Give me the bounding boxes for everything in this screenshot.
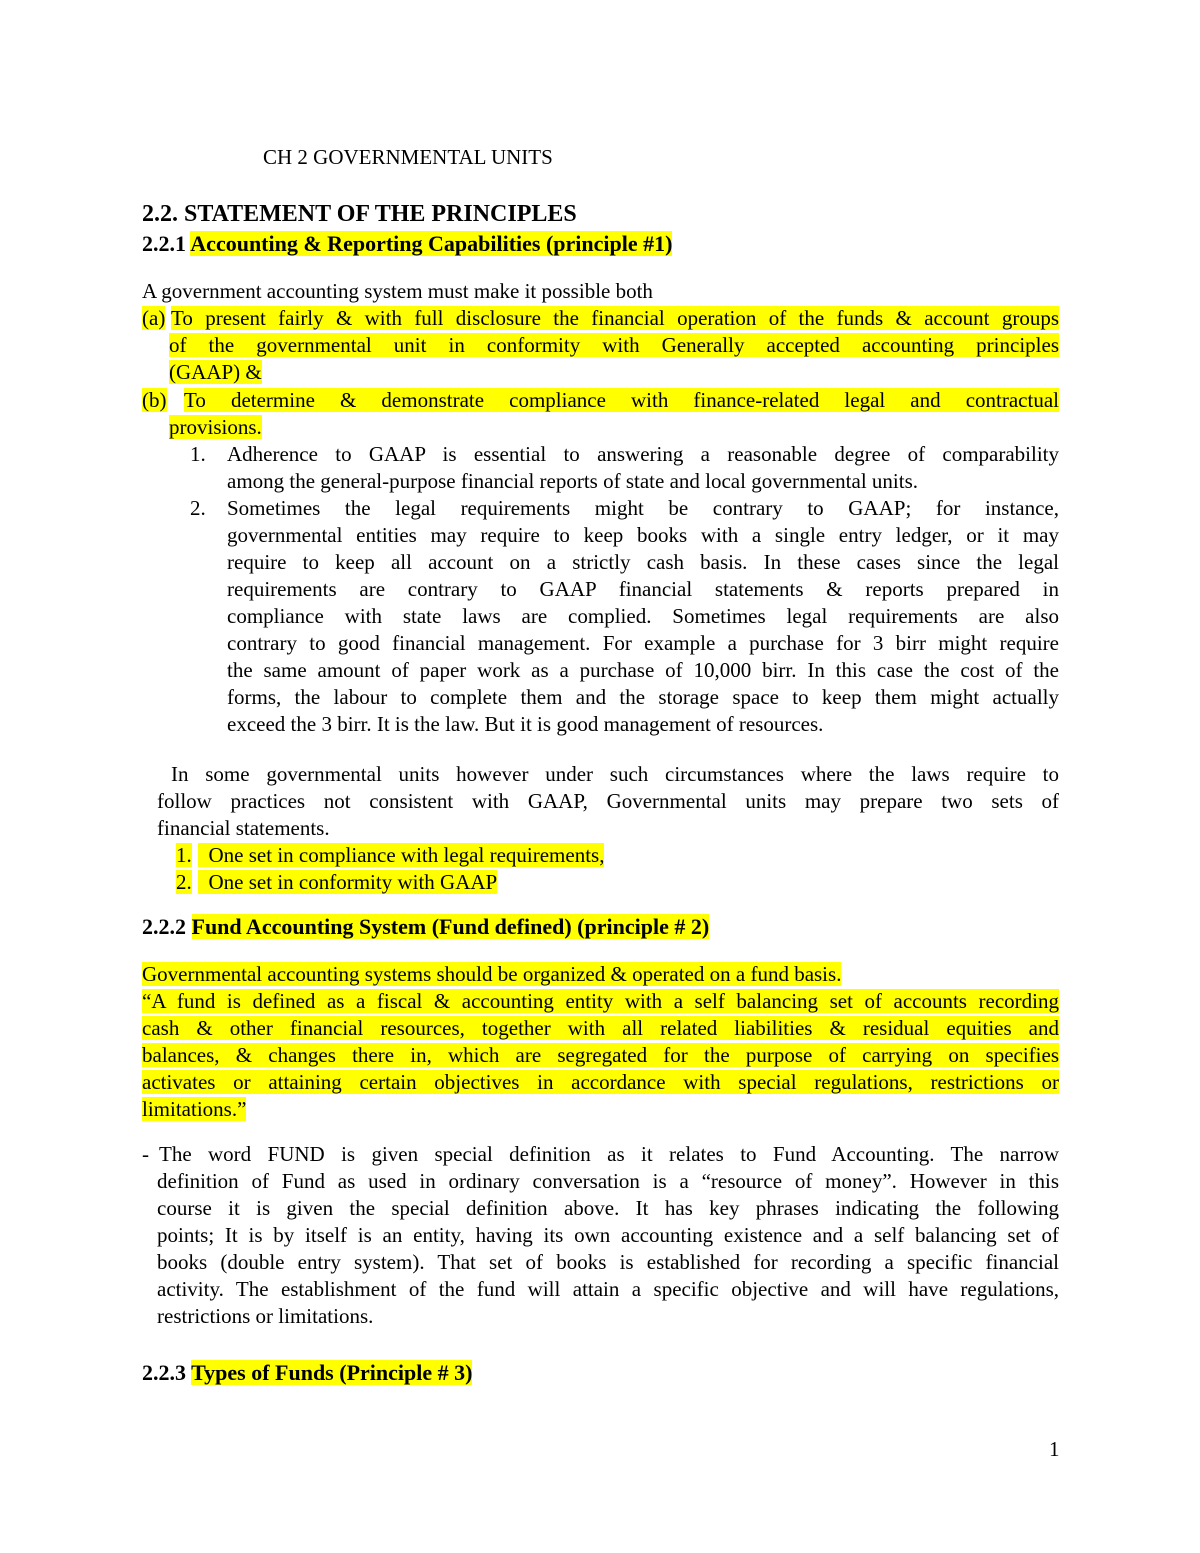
paragraph-line-1: In some governmental units however under such circumstances where the laws require to: [171, 762, 1059, 786]
chapter-title: CH 2 GOVERNMENTAL UNITS: [263, 145, 553, 169]
subsection-223-heading: [142, 1359, 472, 1387]
item-a-label: (a): [142, 306, 166, 330]
fund-def-line-6: limitations.”: [142, 1097, 247, 1121]
set-item-1-number: 1.: [176, 843, 192, 867]
set-item-2-text: One set in conformity with GAAP: [198, 869, 497, 896]
fund-def-line-3: cash & other financial resources, together with all related liabilities & residual equities and: [142, 1016, 1059, 1040]
subsection-221-title: Accounting & Reporting Capabilities (principle #1): [190, 231, 673, 256]
subsection-223-number: 2.2.3: [142, 1360, 186, 1385]
item-b-line-1: To determine & demonstrate compliance with finance-related legal and contractual: [184, 388, 1059, 412]
item-a-line-2: of the governmental unit in conformity with Generally accepted accounting principles: [169, 333, 1059, 357]
intro-text: A government accounting system must make it possible both: [142, 279, 653, 303]
item-b-label: (b): [142, 388, 167, 412]
subsection-223-title: Types of Funds (Principle # 3): [191, 1360, 473, 1385]
set-item-1-text: One set in compliance with legal requirements,: [198, 842, 604, 869]
subsection-222-number: 2.2.2: [142, 914, 186, 939]
list-item-2-number: 2.: [190, 496, 206, 520]
list-item-2-line-8: forms, the labour to complete them and the storage space to keep them might actually: [227, 685, 1059, 709]
note-line-5: books (double entry system). That set of books is established for recording a specific financial: [157, 1250, 1059, 1274]
list-item-2-line-3: require to keep all account on a strictly cash basis. In these cases since the legal: [227, 550, 1059, 574]
list-item-1-line-2: among the general-purpose financial reports of state and local governmental units.: [227, 469, 919, 493]
set-item-2-number: 2.: [176, 870, 192, 894]
list-item-2-line-2: governmental entities may require to keep books with a single entry ledger, or it may: [227, 523, 1059, 547]
subsection-222-heading: [142, 913, 709, 941]
paragraph-line-2: follow practices not consistent with GAAP, Governmental units may prepare two sets of: [157, 789, 1059, 813]
list-item-2-line-6: contrary to good financial management. For example a purchase for 3 birr might require: [227, 631, 1059, 655]
subsection-222-title: Fund Accounting System (Fund defined) (principle # 2): [191, 914, 710, 939]
item-b-line-2: provisions.: [169, 415, 262, 439]
note-line-2: definition of Fund as used in ordinary conversation is a “resource of money”. However in this: [157, 1169, 1059, 1193]
note-line-4: points; It is by itself is an entity, having its own accounting existence and a self balancing set of: [157, 1223, 1059, 1247]
list-item-2-line-5: compliance with state laws are complied. Sometimes legal requirements are also: [227, 604, 1059, 628]
list-item-2-line-1: Sometimes the legal requirements might be contrary to GAAP; for instance,: [227, 496, 1059, 520]
subsection-221-heading: [142, 230, 672, 258]
list-item-2-line-9: exceed the 3 birr. It is the law. But it is good management of resources.: [227, 712, 824, 736]
list-item-1-number: 1.: [190, 442, 206, 466]
subsection-221-number: 2.2.1: [142, 231, 186, 256]
item-a-line-1: To present fairly & with full disclosure the financial operation of the funds & account groups: [171, 306, 1059, 330]
list-item-2-line-4: requirements are contrary to GAAP financial statements & reports prepared in: [227, 577, 1059, 601]
note-dash: -: [142, 1142, 149, 1166]
item-a-line-3: (GAAP) &: [169, 360, 262, 384]
list-item-2-line-7: the same amount of paper work as a purchase of 10,000 birr. In this case the cost of the: [227, 658, 1059, 682]
list-item-1-line-1: Adherence to GAAP is essential to answering a reasonable degree of comparability: [227, 442, 1059, 466]
paragraph-line-3: financial statements.: [157, 816, 330, 840]
note-line-7: restrictions or limitations.: [157, 1304, 374, 1328]
fund-def-line-2: “A fund is defined as a fiscal & accounting entity with a self balancing set of accounts recording: [142, 989, 1059, 1013]
note-line-1: The word FUND is given special definition as it relates to Fund Accounting. The narrow: [159, 1142, 1059, 1166]
fund-def-line-4: balances, & changes there in, which are segregated for the purpose of carrying on specifies: [142, 1043, 1059, 1067]
fund-def-line-5: activates or attaining certain objectives in accordance with special regulations, restrictions or: [142, 1070, 1059, 1094]
page-number: 1: [1049, 1437, 1060, 1461]
note-line-3: course it is given the special definition above. It has key phrases indicating the following: [157, 1196, 1059, 1220]
section-heading: 2.2. STATEMENT OF THE PRINCIPLES: [142, 201, 577, 227]
note-line-6: activity. The establishment of the fund will attain a specific objective and will have regulations,: [157, 1277, 1059, 1301]
fund-def-line-1: Governmental accounting systems should be organized & operated on a fund basis.: [142, 962, 842, 986]
